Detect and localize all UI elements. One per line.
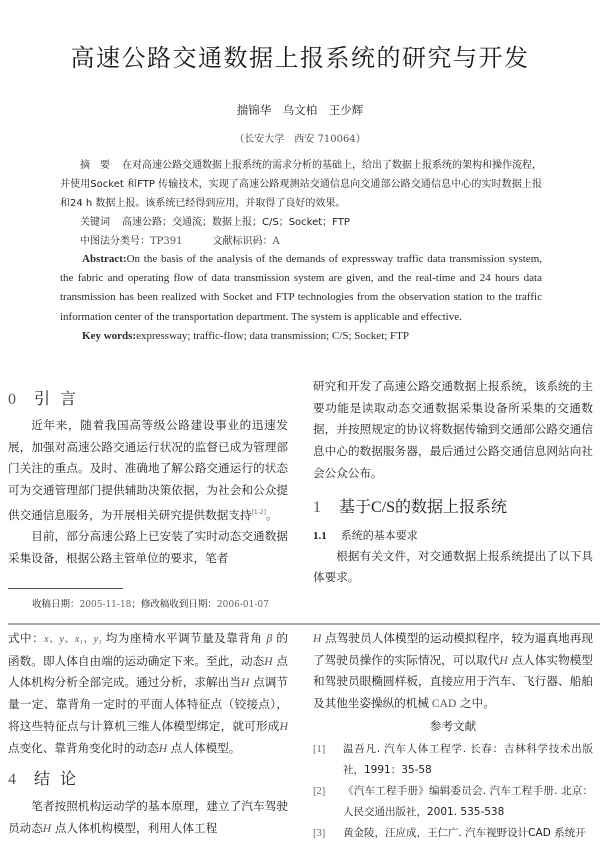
received-date: 2005-11-18 bbox=[79, 600, 132, 610]
abstract-cn-body: 在对高速公路交通数据上报系统的需求分析的基础上，给出了数据上报系统的架构和操作流程，并使用Socket 和FTP 传输技术，实现了高速公路观测站交通信息向交通部公路交通信息中心的实时数据上报和24 h 数据上报。该系统已经得到应用，并取得了良好的效果。 bbox=[60, 160, 542, 209]
reference-text: 温吾凡. 汽车人体工程学. 长春：吉林科学技术出版社，1991：35-58 bbox=[343, 742, 593, 776]
h-symbol: H bbox=[158, 741, 168, 755]
h-symbol: H bbox=[279, 719, 288, 733]
reference-item bbox=[313, 823, 593, 844]
conclusion-paragraph bbox=[8, 796, 288, 839]
affiliation-suffix: ） bbox=[355, 134, 366, 145]
beta-symbol: β bbox=[266, 632, 273, 645]
keywords-en-values: expressway; traffic-flow; data transmission; C/S; Socket; FTP bbox=[136, 329, 410, 342]
paper-title: 高速公路交通数据上报系统的研究与开发 bbox=[70, 44, 530, 72]
classification-line bbox=[60, 232, 542, 251]
text: 之中。 bbox=[456, 696, 495, 711]
abstract-en-body: On the basis of the analysis of the demands of expressway traffic data transmission system, the fabric and operating flow of data transmission system are given, and the real-time and 24 hours data transmission has been realized with Socket and FTP technologies from the observation station to the traffic information center of the transportation department. The system is applicable and effective. bbox=[60, 253, 542, 323]
variables: x、y、x₁、y₁ bbox=[44, 634, 102, 645]
conclusion-continued bbox=[313, 628, 593, 715]
section-1-number: 1 bbox=[313, 498, 321, 516]
text: 式中： bbox=[8, 631, 45, 645]
reference-number: [1] bbox=[313, 743, 326, 755]
keywords-cn-values: 高速公路；交通流；数据上报；C/S；Socket；FTP bbox=[122, 217, 350, 228]
text: 点人体模型。 bbox=[167, 740, 241, 755]
section-0-heading bbox=[8, 387, 288, 412]
keywords-en bbox=[60, 327, 542, 346]
revised-date: 2006-01-07 bbox=[216, 600, 269, 610]
text: 点驾驶员人体模型的运动模拟程序，较为逼真地再现了驾驶员操作的实际情况，可以取代 bbox=[313, 631, 593, 667]
h-symbol: H bbox=[42, 821, 52, 835]
section-1-title-cs: C/S bbox=[371, 498, 396, 516]
reference-text: 《汽车工程手册》编辑委员会. 汽车工程手册. 北京：人民交通出版社，2001. 535-538 bbox=[343, 784, 593, 818]
text: 点人体机构分析全部完成。通过分析，求解出当 bbox=[8, 653, 288, 690]
references-heading: 参考文献 bbox=[429, 718, 477, 733]
section-1-title-b: 的数据上报系统 bbox=[395, 496, 508, 516]
abstract-en-label: Abstract: bbox=[82, 253, 127, 265]
affiliation-prefix: （长安大学 西安 bbox=[234, 134, 318, 145]
keywords-en-label: Key words: bbox=[82, 329, 137, 342]
section-0-title: 引言 bbox=[34, 389, 87, 408]
abstract-english bbox=[60, 250, 542, 346]
text: 笔者按照机构运动学的基本原理，建立了汽车驾驶员动态 bbox=[8, 799, 288, 835]
keywords-cn-label: 关键词 bbox=[80, 217, 110, 228]
doc-code-label: 文献标识码： bbox=[212, 236, 273, 247]
section-4-number: 4 bbox=[8, 771, 16, 789]
references-list bbox=[313, 739, 593, 844]
citation: [1-2] bbox=[251, 508, 266, 516]
section-1-heading bbox=[313, 495, 593, 520]
received-label: 收稿日期： bbox=[32, 599, 80, 610]
affiliation-postcode: 710064 bbox=[317, 134, 356, 145]
section-0-number: 0 bbox=[8, 391, 16, 408]
right-intro-continued: 研究和开发了高速公路交通数据上报系统，该系统的主要功能是读取动态交通数据采集设备所采集的交通数据，并按照规定的协议将数据传输到交通部公路交通信息中心的数据服务器，最后通过公路交通信息网站向社会公众公布。 bbox=[313, 379, 593, 480]
page-divider bbox=[8, 623, 600, 625]
affiliation bbox=[0, 130, 600, 145]
abstract-en-text bbox=[60, 250, 542, 327]
reference-number: [3] bbox=[313, 827, 326, 839]
received-date-footnote bbox=[32, 596, 269, 610]
reference-text: 黄金陵，汪应成，王仁广. 汽车视野设计CAD 系统开 bbox=[343, 826, 586, 839]
intro-p1-end: 。 bbox=[265, 507, 278, 522]
right-column-upper bbox=[313, 376, 593, 589]
abstract-cn-label: 摘 要 bbox=[80, 160, 110, 171]
text: 点人体机构模型，利用人体工程 bbox=[51, 820, 218, 835]
abstract-cn-text bbox=[60, 156, 542, 213]
text: 点人体实物模型和驾驶员眼椭圆样板，直接应用于汽车、飞行器、船舶及其他坐姿操纵的机械 bbox=[313, 652, 593, 711]
keywords-cn bbox=[60, 213, 542, 232]
right-column-lower bbox=[313, 628, 593, 844]
section-4-title: 结论 bbox=[34, 769, 87, 789]
section-1-title-a: 基于 bbox=[339, 496, 372, 516]
left-column-lower bbox=[8, 628, 288, 840]
h-symbol: H bbox=[313, 632, 322, 645]
cad-text: CAD bbox=[428, 697, 457, 711]
reference-item bbox=[313, 739, 593, 781]
h-symbol: H bbox=[240, 676, 250, 690]
h-symbol: H bbox=[264, 654, 273, 668]
text: 点变化、靠背角变化时的动态 bbox=[8, 740, 159, 755]
subsection-1-1-heading bbox=[313, 526, 593, 546]
reference-number: [2] bbox=[313, 785, 326, 797]
equation-explanation-paragraph bbox=[8, 628, 288, 759]
text: 均为座椅水平调节量及靠背角 bbox=[101, 631, 267, 645]
subsection-1-1-title: 系统的基本要求 bbox=[340, 528, 418, 542]
doc-code-value: A bbox=[272, 236, 280, 247]
text: 点调节量一定、靠背角一定时的平面人体特征点（铰接点），将这些特征点与计算机三维人体模型绑定，就可形成 bbox=[8, 675, 288, 733]
left-column-upper bbox=[8, 387, 288, 570]
authors: 揣锦华 乌文柏 王少辉 bbox=[236, 103, 364, 117]
section-1-paragraph: 根据有关文件，对交通数据上报系统提出了以下具体要求。 bbox=[313, 548, 593, 585]
abstract-chinese bbox=[60, 156, 542, 251]
reference-item bbox=[313, 781, 593, 823]
footnote-separator bbox=[8, 588, 123, 589]
intro-p1-text: 近年来，随着我国高等级公路建设事业的迅速发展，加强对高速公路交通运行状况的监督已成为管理部门关注的重点。及时、准确地了解公路交通运行的状态可为交通管理部门提供辅助决策依据，为社会和公众提供交通信息服务，为开展相关研究提供数据支持 bbox=[8, 418, 288, 522]
text: 的函数。即人体自由端的运动确定下来。至此，动态 bbox=[8, 631, 288, 668]
clc-label: 中图法分类号： bbox=[80, 236, 150, 247]
intro-paragraph-1 bbox=[8, 415, 288, 526]
clc-value: TP391 bbox=[150, 236, 183, 247]
subsection-1-1-number: 1.1 bbox=[313, 529, 327, 542]
section-4-heading bbox=[8, 767, 288, 792]
intro-paragraph-2: 目前，部分高速公路上已安装了实时动态交通数据采集设备，根据公路主管单位的要求，笔者 bbox=[8, 529, 288, 566]
h-symbol: H bbox=[499, 653, 508, 667]
revised-label: ；修改稿收到日期： bbox=[131, 599, 217, 610]
